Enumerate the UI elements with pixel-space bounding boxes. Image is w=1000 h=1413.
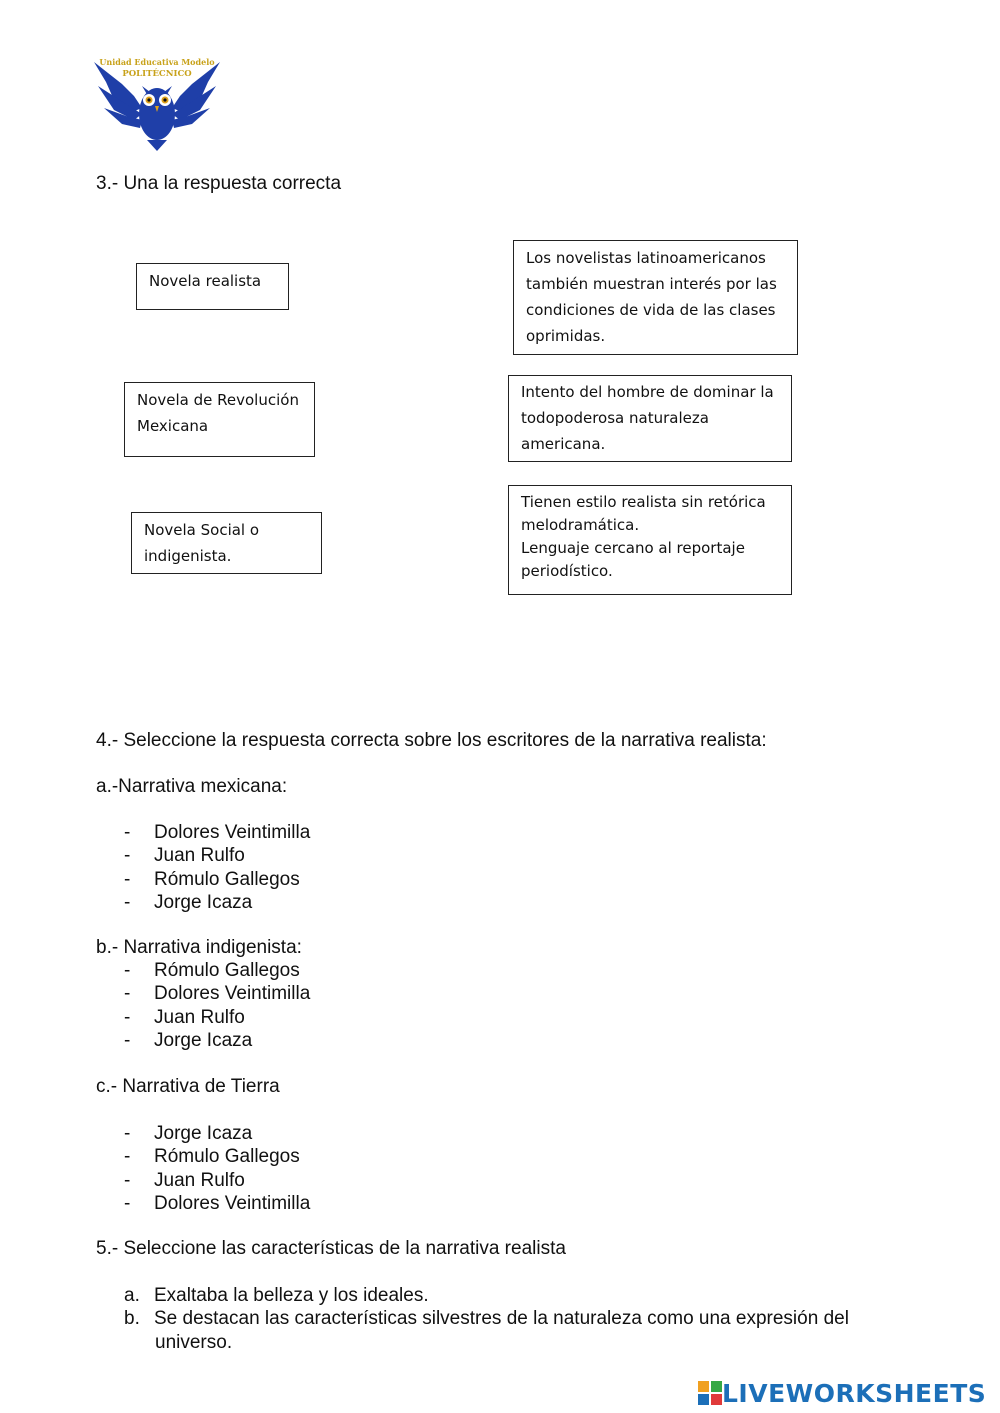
q4c-options [124,1122,310,1215]
q4a-option[interactable]: - Dolores Veintimilla [124,822,311,843]
q4b-option[interactable]: - Dolores Veintimilla [124,983,311,1005]
q4a-option[interactable]: - Jorge Icaza [124,891,253,913]
q4b-option[interactable]: - Juan Rulfo [124,1006,245,1028]
left-box-novela-revolucion[interactable]: Novela de Revolución Mexicana [124,382,315,457]
right-box-estilo-realista[interactable] [508,485,792,595]
school-logo [92,56,222,152]
question-5-title: 5.- Seleccione las características de la narrativa realista [96,1238,566,1259]
logo-line1: Unidad Educativa Modelo [99,57,215,67]
q4c-option[interactable]: - Dolores Veintimilla [124,1192,311,1214]
right-box-naturaleza[interactable]: Intento del hombre de dominar la todopoderosa naturaleza americana. [508,375,792,462]
q4b-option[interactable]: - Rómulo Gallegos [124,960,300,981]
right-box-estilo-line1: Tienen estilo realista sin retórica melodramática. [521,493,766,534]
q4a-label: a.-Narrativa mexicana: [96,776,288,797]
q4c-option[interactable]: - Jorge Icaza [124,1123,253,1144]
q4a-option[interactable]: - Juan Rulfo [124,845,245,867]
q4a-options [124,821,310,914]
right-box-clases-oprimidas[interactable]: Los novelistas latinoamericanos también muestran interés por las condiciones de vida de las clases oprimidas. [513,240,798,355]
q4b-label: b.- Narrativa indigenista: [96,937,302,958]
q4a-option[interactable]: - Rómulo Gallegos [124,868,300,890]
liveworksheets-logo-icon [698,1381,722,1405]
logo-line2: POLITÉCNICO [122,69,192,79]
question-4-title: 4.- Seleccione la respuesta correcta sobre los escritores de la narrativa realista: [96,730,767,751]
q4c-label: c.- Narrativa de Tierra [96,1076,280,1097]
left-box-novela-social[interactable]: Novela Social o indigenista. [131,512,322,574]
brand-text: LIVEWORKSHEETS [722,1378,987,1408]
q5-option[interactable]: b. Se destacan las características silvestres de la naturaleza como una expresión del [124,1308,849,1330]
left-box-novela-realista[interactable]: Novela realista [136,263,289,310]
liveworksheets-brand [698,1378,986,1408]
right-box-estilo-line2: Lenguaje cercano al reportaje periodístico. [521,539,745,580]
q5-option[interactable]: a. Exaltaba la belleza y los ideales. [124,1285,429,1306]
q4b-option[interactable]: - Jorge Icaza [124,1029,253,1051]
question-3-title: 3.- Una la respuesta correcta [96,173,342,194]
q5-options [124,1284,849,1354]
q4b-options [124,959,310,1052]
q4c-option[interactable]: - Juan Rulfo [124,1169,245,1191]
q4c-option[interactable]: - Rómulo Gallegos [124,1146,300,1168]
q5-option-continuation: universo. [155,1331,233,1353]
